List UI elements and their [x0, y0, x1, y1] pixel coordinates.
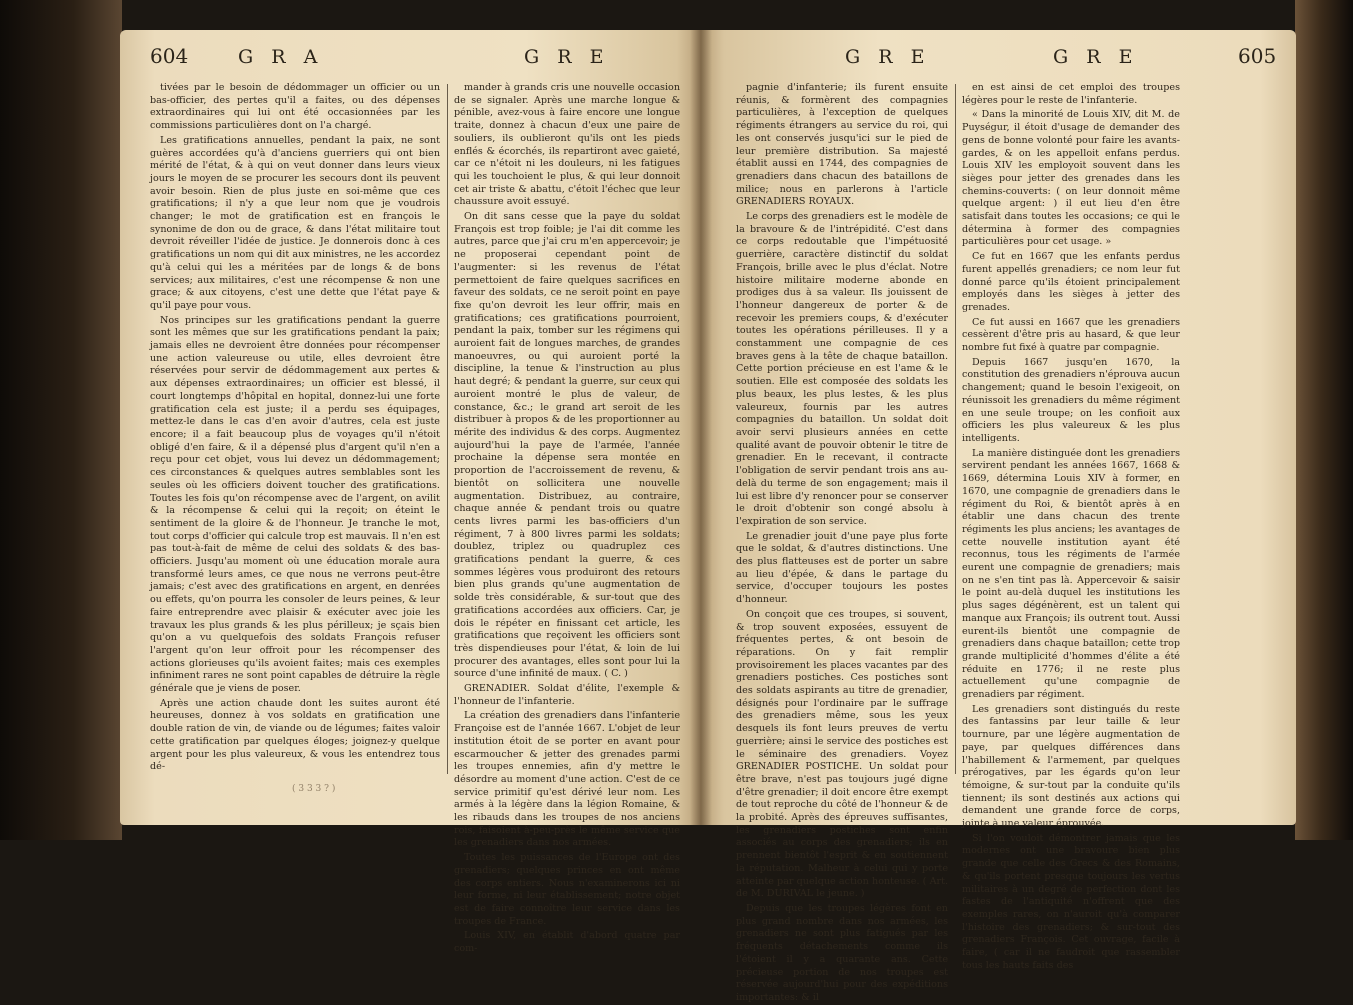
running-head-right-col1: G R E [845, 46, 931, 68]
paragraph: Si l'on vouloit démontrer jamais que les modernes ont une bravoure bien plus grande que celle des Grecs & des Romains, & qu'ils portent presque toujours les vertus militaires à un degré de perfection dont les fastes de l'antiquité n'offrent que des exemples rares, on n'auroit qu'à comparer l'histoire des grenadiers; & sur-tout des grenadiers François. Cet ouvrage, facile à faire, ( car il ne faudroit que rassembler tous les hauts faits des [962, 832, 1180, 971]
book-cover-right-edge [1295, 0, 1353, 840]
paragraph: mander à grands cris une nouvelle occasion de se signaler. Après une marche longue & pénible, avez-vous à faire encore une longue traite, donnez à chacun d'eux une paire de souliers, ils oublieront qu'ils ont les pieds enflés & écorchés, ils repartiront avec gaieté, car ce n'étoit ni les douleurs, ni les fatigues qui les touchoient le plus, & qui leur donnoit cet air triste & abattu, c'étoit l'échec que leur chaussure avoit essuyé. [454, 82, 680, 208]
paragraph: On dit sans cesse que la paye du soldat François est trop foible; je l'ai dit comme les autres, parce que j'ai cru m'en appercevoir; je ne proposerai cependant point de l'augmenter: si les revenus de l'état permettoient de faire quelques sacrifices en faveur des soldats, ce ne seroit point en paye fixe qu'on devroit les leur offrir, mais en gratifications; ces gratifications pourroient, pendant la paix, tomber sur les régimens qui auroient fait de longues marches, de grandes manoeuvres, ou qui auroient porté la discipline, la tenue & l'instruction au plus haut degré; & pendant la guerre, sur ceux qui auroient montré le plus de valeur, de constance, &c.; le grand art seroit de les distribuer à propos & de les proportionner au mérite des individus & des corps. Augmentez aujourd'hui la paye de l'armée, l'année prochaine la dépense sera montée en proportion de l'accroissement de revenu, & bientôt on sollicitera une nouvelle augmentation. Distribuez, au contraire, chaque année & pendant trois ou quatre cents livres parmi les bas-officiers d'un régiment, 7 à 800 livres parmi les soldats; doublez, triplez ou quadruplez ces gratifications pendant la guerre, & ces sommes légères vous produiront des retours bien plus grands qu'une augmentation de solde très considérable, & sur-tout que des gratifications accordées aux officiers. Car, je dois le répéter en finissant cet article, les gratifications que reçoivent les officiers sont très dispendieuses pour l'état, & loin de lui procurer des avantages, elles sont pour lui la source d'une infinité de maux. ( C. ) [454, 211, 680, 680]
paragraph: Les gratifications annuelles, pendant la paix, ne sont guères accordées qu'à d'anciens guerriers qui ont bien mérité de l'état, & à qui on veut donner dans leurs vieux jours le moyen de se procurer les secours dont ils peuvent avoir besoin. Rien de plus juste en soi-même que ces gratifications; il n'y a que leur nom que je voudrois changer; le mot de gratification est en françois le synonime de don ou de grace, & dans l'état militaire tout devroit réveiller l'idée de justice. Je donnerois donc à ces gratifications un nom qui dit aux ministres, ne les accordez qu'à celui qui les a méritées par de longs & de bons services; aux militaires, c'est une récompense & non une grace; & aux citoyens, c'est une dette que l'état paye & qu'il paye pour vous. [150, 134, 440, 311]
right-page-column-1 [736, 82, 948, 1003]
paragraph: On conçoit que ces troupes, si souvent, & trop souvent exposées, essuyent de fréquentes pertes, & ont besoin de réparations. On y fait remplir provisoirement les places vacantes par des grenadiers postiches. Ces postiches sont des soldats aspirants au titre de grenadier, désignés pour l'ordinaire par le suffrage des grenadiers même, sous les yeux desquels ils font leurs preuves de vertu guerrière; ainsi le service des postiches est le séminaire des grenadiers. Voyez GRENADIER POSTICHE. Un soldat pour être brave, n'est pas toujours jugé digne d'être grenadier; il doit encore être exempt de tout reproche du côté de l'honneur & de la probité. Après des épreuves suffisantes, les grenadiers postiches sont enfin associés au corps des grenadiers; ils en prennent bientôt l'esprit & en soutiennent la réputation. Malheur à celui qui y porte atteinte par quelque action honteuse. ( Art. de M. DURIVAL le jeune. ) [736, 608, 948, 900]
paragraph: Depuis 1667 jusqu'en 1670, la constitution des grenadiers n'éprouva aucun changement; quand le besoin l'exigeoit, on réunissoit les grenadiers du même régiment en une seule troupe; on les confioit aux officiers les plus valeureux & les plus intelligents. [962, 356, 1180, 444]
paragraph: Le grenadier jouit d'une paye plus forte que le soldat, & d'autres distinctions. Une des plus flatteuses est de porter un sabre au lieu d'épée, & dans le partage du service, d'occuper toujours les postes d'honneur. [736, 530, 948, 606]
paragraph: Depuis que les troupes légères font en plus grand nombre dans nos armées, les grenadiers ne sont plus fatigués par les fréquents détachements comme ils l'étoient il y a quarante ans. Cette précieuse portion de nos troupes est réservée aujourd'hui pour des expéditions importantes: & il [736, 903, 948, 1003]
paragraph: Nos principes sur les gratifications pendant la guerre sont les mêmes que sur les gratifications pendant la paix; jamais elles ne devroient être données pour récompenser une action valeureuse ou utile, elles devroient être réservées pour servir de dédommagement aux pertes & aux dépenses extraordinaires; un officier est blessé, il court longtemps d'hôpital en hopital, donnez-lui une forte gratification cela est juste; il a perdu ses équipages, mettez-le dans le cas d'en avoir d'autres, cela est juste encore; il a fait beaucoup plus de voyages qu'il n'étoit obligé d'en faire, & il a dépensé plus d'argent qu'il n'en a reçu pour cet objet, vous lui devez un dédommagement; ces circonstances & quelques autres semblables sont les seules où les officiers doivent toucher des gratifications. Toutes les fois qu'on récompense avec de l'argent, on avilit & la récompense & celui qui la reçoit; on éteint le sentiment de la gloire & de l'honneur. Je tranche le mot, tout corps d'officier qui calcule trop est mauvais. Il n'en est pas tout-à-fait de même de celui des soldats & des bas-officiers. Jusqu'au moment où une éducation morale aura transformé leurs ames, ce que nous ne verrons peut-être jamais; c'est avec des gratifications en argent, en denrées ou effets, qu'on pourra les consoler de leurs peines, & leur faire entreprendre avec plaisir & exécuter avec joie les travaux les plus grands & les plus périlleux; je sçais bien qu'on a vu quelquefois des soldats François refuser l'argent qu'on leur offroit pour les récompenser des actions glorieuses qu'ils avoient faites; mais ces exemples infiniment rares ne sont point capables de détruire la règle générale que je viens de poser. [150, 314, 440, 695]
paragraph: Toutes les puissances de l'Europe ont des grenadiers; quelques princes en ont même des corps entiers. Nous n'examinerons ici ni leur forme, ni leur établissement; notre objet est de faire connoître leur service dans les troupes de France. [454, 852, 680, 927]
paragraph: Louis XIV, en établit d'abord quatre par com- [454, 930, 680, 955]
paragraph: tivées par le besoin de dédommager un officier ou un bas-officier, des pertes qu'il a faites, ou des dépenses extraordinaires qui lui ont été occasionnées par les commissions particulières dont on l'a chargé. [150, 82, 440, 132]
running-head-right-col2: G R E [1053, 46, 1139, 68]
page-number-left: 604 [150, 44, 189, 68]
right-page-column-2 [962, 82, 1180, 971]
paragraph: Les grenadiers sont distingués du reste des fantassins par leur taille & leur tournure, par une légère augmentation de paye, par quelques différences dans l'habillement & l'armement, par quelques prérogatives, par les égards qu'on leur témoigne, & sur-tout par la conduite qu'ils tiennent; ils sont destinés aux actions qui demandent une grande force de corps, jointe à une valeur éprouvée. [962, 703, 1180, 830]
left-page-column-2 [454, 82, 680, 955]
paragraph: en est ainsi de cet emploi des troupes légères pour le reste de l'infanterie. [962, 82, 1180, 106]
pencil-annotation: ( 3 3 3 ? ) [292, 784, 336, 794]
paragraph: Ce fut aussi en 1667 que les grenadiers cessèrent d'être pris au hasard, & que leur nombre fut fixé à quatre par compagnie. [962, 316, 1180, 354]
paragraph: La manière distinguée dont les grenadiers servirent pendant les années 1667, 1668 & 1669, détermina Louis XIV à former, en 1670, une compagnie de grenadiers dans le régiment du Roi, & bientôt après à en établir une dans chacun des trente régiments les plus anciens; les avantages de cette nouvelle institution ayant été reconnus, tous les régiments de l'armée eurent une compagnie de grenadiers; mais on ne s'en tint pas là. Appercevoir & saisir le point au-delà duquel les institutions les plus sages dégénèrent, est un talent qui manque aux François; ils outrent tout. Aussi eurent-ils bientôt une compagnie de grenadiers dans chaque bataillon; cette trop grande multiplicité d'hommes d'élite a été réduite en 1776; il ne reste plus actuellement qu'une compagnie de grenadiers par régiment. [962, 447, 1180, 701]
paragraph: Ce fut en 1667 que les enfants perdus furent appellés grenadiers; ce nom leur fut donné parce qu'ils étoient principalement employés dans les sièges à jetter des grenades. [962, 251, 1180, 313]
page-number-right: 605 [1238, 44, 1277, 68]
paragraph: GRENADIER. Soldat d'élite, l'exemple & l'honneur de l'infanterie. [454, 683, 680, 707]
running-head-left-col2: G R E [524, 46, 610, 68]
column-rule-left [447, 84, 448, 774]
paragraph: « Dans la minorité de Louis XIV, dit M. de Puységur, il étoit d'usage de demander des gens de bonne volonté pour faire les avants-gardes, & on les appelloit enfans perdus. Louis XIV les employoit souvent dans les sièges pour jetter des grenades dans les chemins-couverts: ( on leur donnoit même quelque argent: ) il eut lieu d'en être satisfait dans toutes les occasions; ce qui le détermina à former des compagnies particulières pour cet usage. » [962, 109, 1180, 248]
paragraph: Après une action chaude dont les suites auront été heureuses, donnez à vos soldats en gratification une double ration de vin, de viande ou de légumes; faites valoir cette gratification par quelques éloges; joignez-y quelque argent pour les plus valeureux, & vous les entendrez tous dé- [150, 697, 440, 773]
paragraph: Le corps des grenadiers est le modèle de la bravoure & de l'intrépidité. C'est dans ce corps redoutable que l'impétuosité guerrière, caractère distinctif du soldat François, brille avec le plus d'éclat. Notre histoire militaire moderne abonde en prodiges dus à sa valeur. Ils jouissent de l'honneur dangereux de porter & de recevoir les premiers coups, & d'exécuter toutes les opérations périlleuses. Il y a constamment une compagnie de ces braves gens à la tête de chaque bataillon. Cette portion précieuse en est l'ame & le soutien. Elle est composée des soldats les plus beaux, les plus lestes, & les plus valeureux, fournis par les autres compagnies du bataillon. Un soldat doit avoir servi plusieurs années en cette qualité avant de pouvoir obtenir le titre de grenadier. En le recevant, il contracte l'obligation de servir pendant trois ans au-delà du terme de son engagement; mais il lui est libre d'y renoncer pour se conserver le droit d'obtenir son congé absolu à l'expiration de son service. [736, 211, 948, 527]
paragraph: pagnie d'infanterie; ils furent ensuite réunis, & formèrent des compagnies particulières, à l'exception de quelques régiments étrangers au service du roi, qui les ont conservés jusqu'ici sur le pied de leur première distribution. Sa majesté établit aussi en 1744, des compagnies de grenadiers dans chacun des bataillons de milice; nous en parlerons à l'article GRENADIERS ROYAUX. [736, 82, 948, 208]
book-gutter [690, 30, 712, 825]
book-cover-left-edge [0, 0, 122, 840]
running-head-left-col1: G R A [238, 46, 324, 68]
paragraph: La création des grenadiers dans l'infanterie Françoise est de l'année 1667. L'objet de leur institution étoit de se porter en avant pour escarmoucher & jetter des grenades parmi les troupes ennemies, afin d'y mettre le désordre au moment d'une action. C'est de ce service primitif qu'est dérivé leur nom. Les armés à la légère dans la légion Romaine, & les ribauds dans les troupes de nos anciens rois, faisoient à-peu-près le même service que les grenadiers dans nos armées. [454, 710, 680, 849]
left-page-column-1 [150, 82, 440, 782]
column-rule-right [955, 84, 956, 774]
